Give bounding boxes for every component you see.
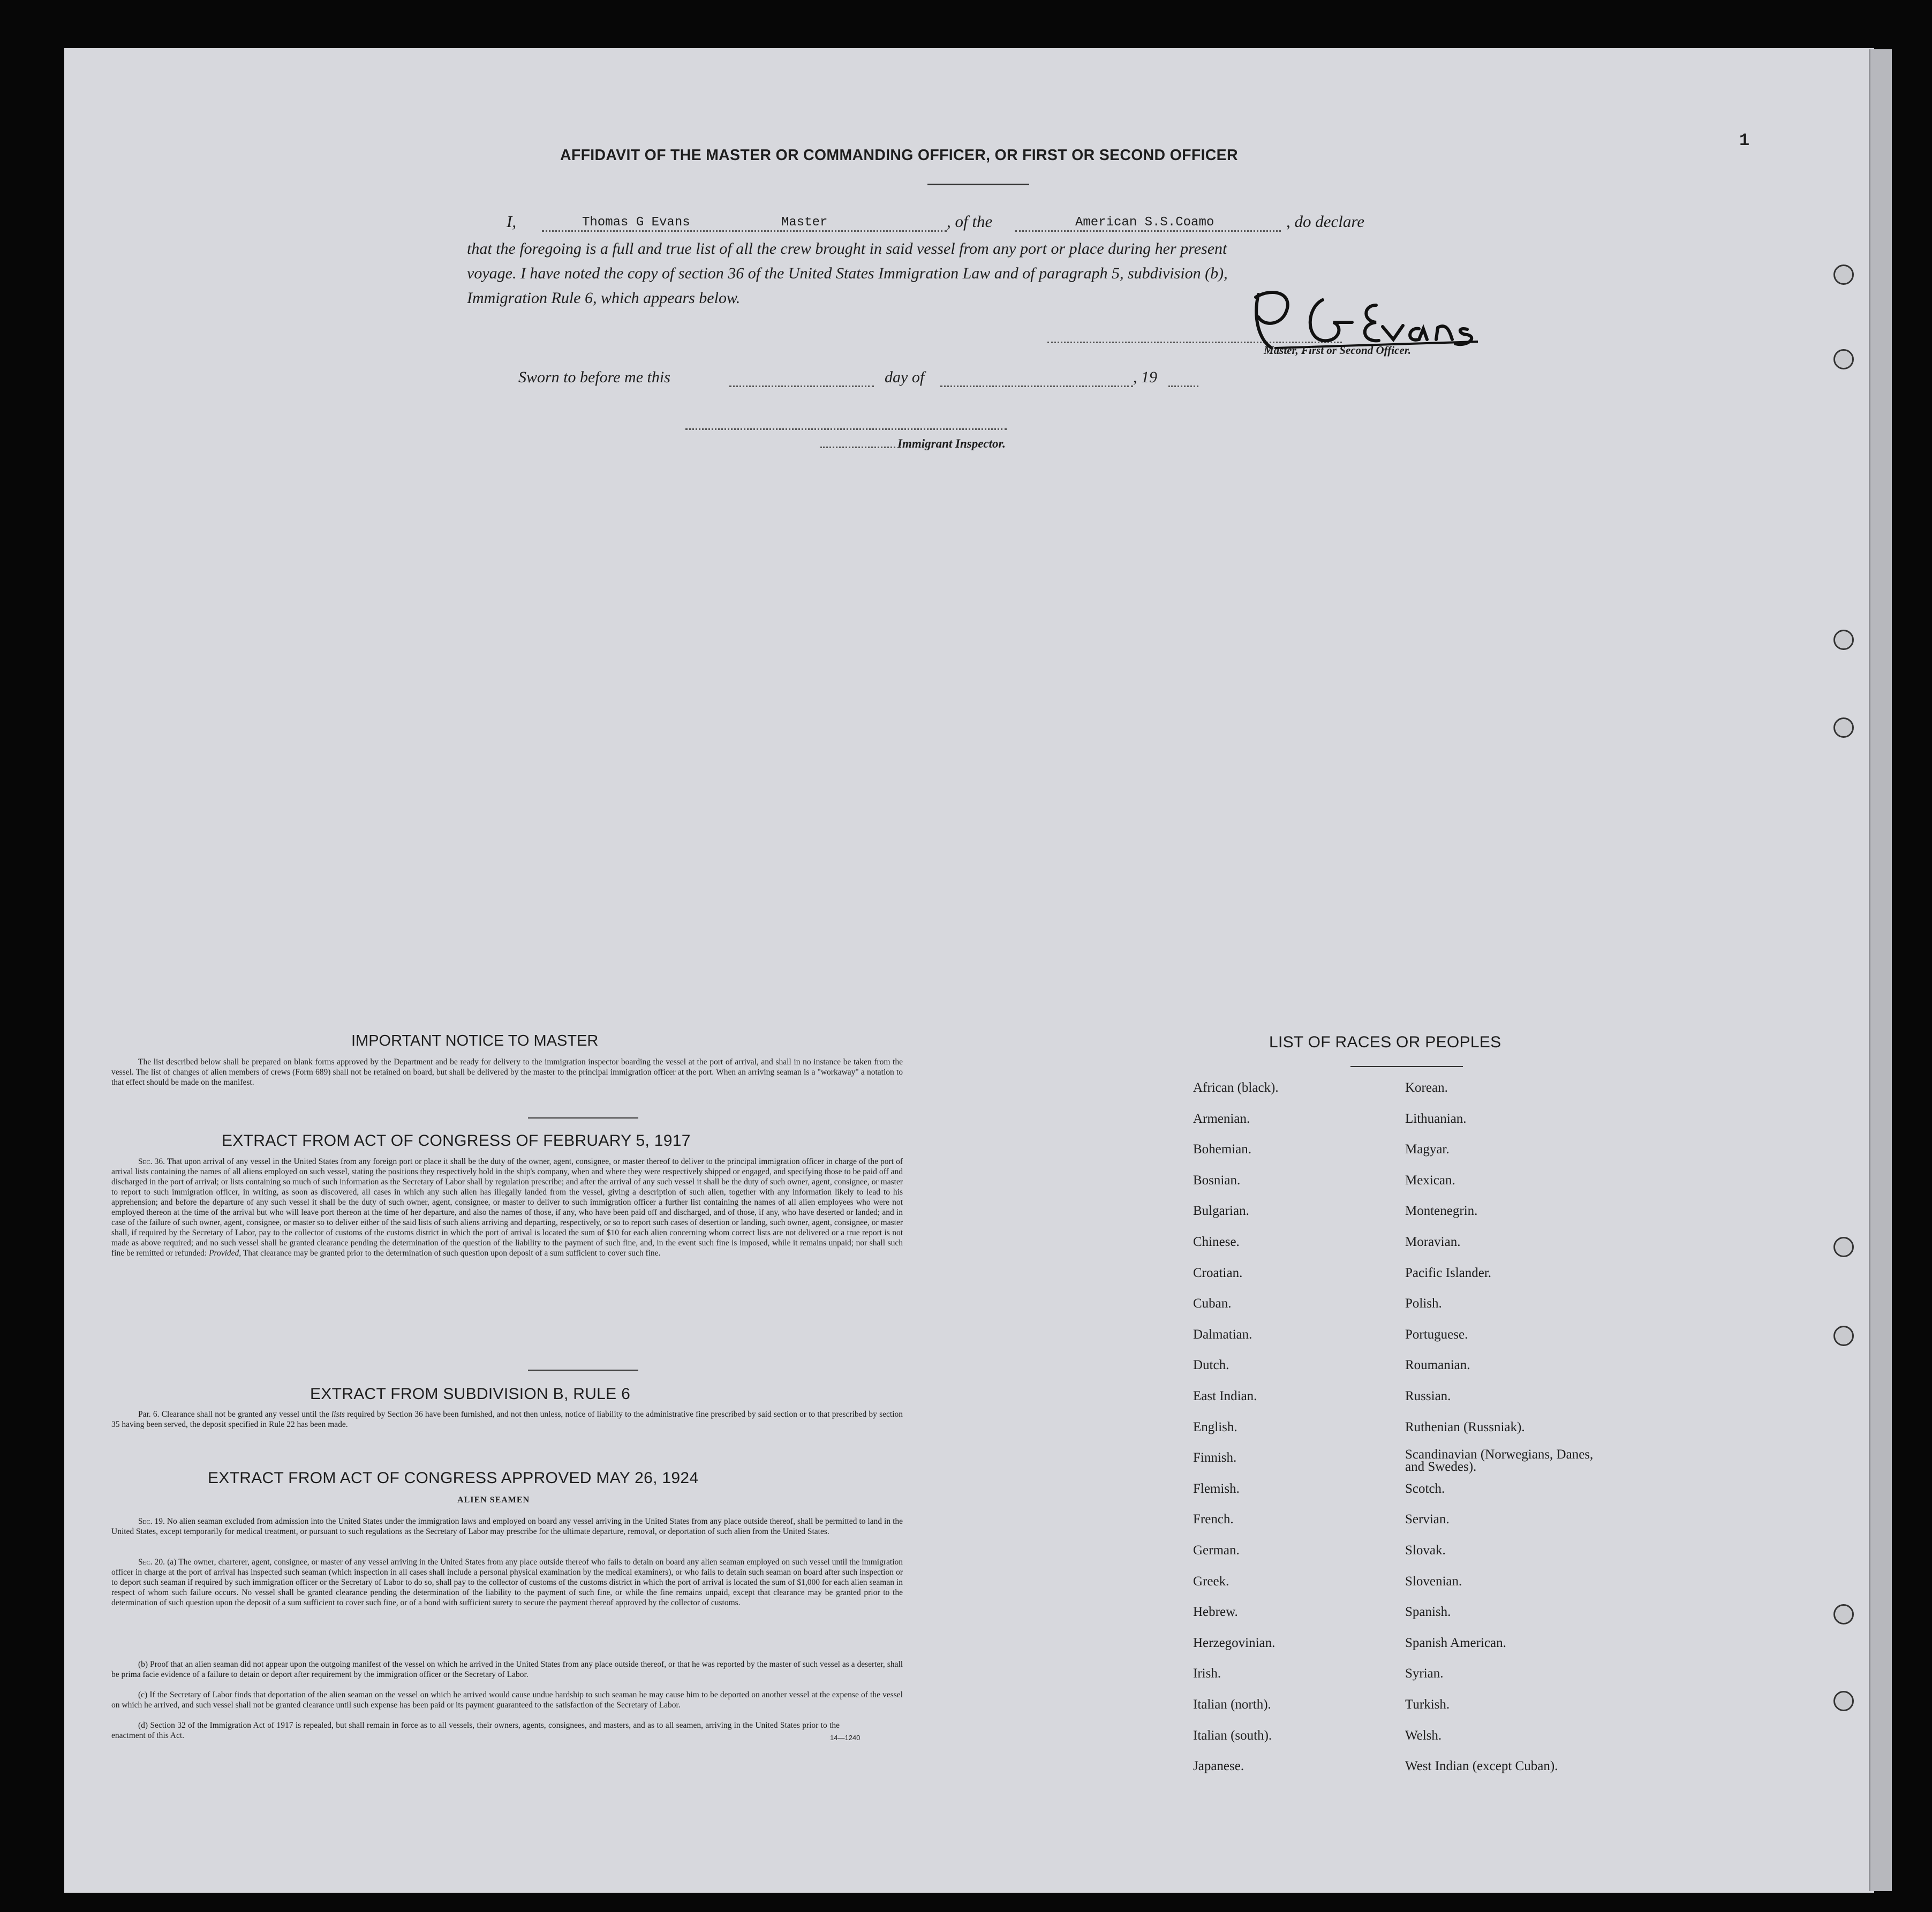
race-item: Herzegovinian. xyxy=(1193,1635,1276,1650)
race-item: French. xyxy=(1193,1512,1234,1527)
sec-19-text xyxy=(111,1516,903,1537)
provided-label: Provided, xyxy=(209,1249,242,1258)
sec-20d-text: (d) Section 32 of the Immigration Act of 1917 is repealed, but shall remain in force as to all vessels, their owners, agents, consignees, and masters, and as to all seamen, arriving in the United States prior to the enactment of this Act. xyxy=(111,1721,840,1740)
races-title: LIST OF RACES OR PEOPLES xyxy=(1269,1033,1501,1051)
notice-divider xyxy=(528,1117,638,1119)
race-item: Hebrew. xyxy=(1193,1605,1238,1620)
sec-20a-text xyxy=(111,1557,903,1608)
race-item: Turkish. xyxy=(1405,1697,1450,1712)
do-declare-label: , do declare xyxy=(1286,212,1365,231)
race-item: Cuban. xyxy=(1193,1296,1232,1311)
race-item: Ruthenian (Russniak). xyxy=(1405,1419,1525,1434)
race-item: Syrian. xyxy=(1405,1666,1444,1681)
extract-1917-divider xyxy=(528,1370,638,1371)
race-item: Scotch. xyxy=(1405,1481,1445,1496)
race-item: Pacific Islander. xyxy=(1405,1265,1492,1280)
race-item: Montenegrin. xyxy=(1405,1204,1478,1219)
race-item: Roumanian. xyxy=(1405,1358,1470,1373)
master-rank: Master xyxy=(781,215,828,230)
race-item: Japanese. xyxy=(1193,1759,1244,1774)
lists-word: lists xyxy=(331,1410,345,1419)
race-item: Slovak. xyxy=(1405,1543,1446,1558)
notice-title: IMPORTANT NOTICE TO MASTER xyxy=(351,1032,599,1049)
inspector-label: Immigrant Inspector. xyxy=(897,437,1006,450)
sec-20c-text: (c) If the Secretary of Labor finds that deportation of the alien seaman on the vessel on which he arrived would cause undue hardship to such seaman he may cause him to be deported on another vessel at the expense of the vessel on which he arrived, and such vessel shall not be granted clearance until such expense has been paid or its payment guaranteed to the satisfaction of the Secretary of Labor. xyxy=(111,1690,903,1710)
page-edge xyxy=(1869,49,1892,1891)
affidavit-title: AFFIDAVIT OF THE MASTER OR COMMANDING OFFICER, OR FIRST OR SECOND OFFICER xyxy=(560,147,1238,164)
par-6-body-end: required by Section 36 have been furnished, and not then unless, notice of liability to the administrative fine prescribed by said section or to that prescribed by section 35 having been served, the deposit specified in Rule 22 has been made. xyxy=(111,1410,903,1429)
extract-rule6-text xyxy=(111,1409,903,1430)
race-item: Portuguese. xyxy=(1405,1327,1468,1342)
i-label: I, xyxy=(507,212,517,231)
race-item: Chinese. xyxy=(1193,1235,1240,1249)
race-item: West Indian (except Cuban). xyxy=(1405,1759,1558,1774)
binding-hole xyxy=(1833,1237,1854,1257)
binding-hole xyxy=(1833,630,1854,650)
notice-text: The list described below shall be prepared on blank forms approved by the Department and be ready for delivery to the immigration inspector boarding the vessel at the port of arrival, and shall in no instance be taken from the vessel. The list of changes of alien members of crews (Form 689) shall not be retained on board, but shall be delivered by the master to the principal immigration officer at the port. When an arriving seaman is a "workaway" a notation to that effect should be made on the manifest. xyxy=(111,1057,903,1087)
sec-20-label: Sec. 20. xyxy=(138,1558,165,1567)
binding-hole xyxy=(1833,264,1854,285)
race-item: Servian. xyxy=(1405,1512,1450,1527)
race-item: Polish. xyxy=(1405,1296,1442,1311)
race-item: Flemish. xyxy=(1193,1481,1240,1496)
binding-hole xyxy=(1833,1691,1854,1711)
affidavit-body-line-1: that the foregoing is a full and true list of all the crew brought in said vessel from any port or place during her present xyxy=(467,240,1227,258)
binding-hole xyxy=(1833,349,1854,369)
race-item: Armenian. xyxy=(1193,1111,1250,1126)
sec-20a-body: (a) The owner, charterer, agent, consignee, or master of any vessel arriving in the United States from any place outside thereof who fails to detain on board any alien seaman employed on such vessel until the immigration officer in charge at the port of arrival has inspected such seaman (which inspection in all cases shall include a personal physical examination by the medical examiners), or who fails to detain such seaman on board after such inspection or to deport such seaman if required by such immigration officer or the Secretary of Labor to do so, shall pay to the collector of customs of the customs district in which the port of arrival is located the sum of $1,000 for each alien seaman in respect of whom such failure occurs. No vessel shall be granted clearance pending the determination of the liability to the payment of such fine, or while the fine remains unpaid, except that clearance may be granted prior to the determination of such question upon the deposit of a sum sufficient to cover such fine, or of a bond with sufficient surety to secure the payment thereof approved by the collector of customs. xyxy=(111,1558,903,1607)
race-item: Irish. xyxy=(1193,1666,1221,1681)
form-number: 14—1240 xyxy=(830,1734,861,1742)
vessel-blank xyxy=(1015,230,1281,232)
race-item: Spanish American. xyxy=(1405,1635,1506,1650)
par-6-label: Par. 6. xyxy=(138,1410,160,1419)
extract-1917-text xyxy=(111,1157,903,1258)
sworn-year-blank xyxy=(1168,386,1198,387)
name-blank xyxy=(542,230,947,232)
title-divider xyxy=(927,184,1029,185)
sec-19-body: No alien seaman excluded from admission into the United States under the immigration laws and employed on board any vessel arriving in the United States from any place outside thereof, shall be permitted to land in the United States, except temporarily for medical treatment, or pursuant to such regulations as the Secretary of Labor may prescribe for the ultimate departure, removal, or deportation of such alien from the United States. xyxy=(111,1517,903,1536)
race-item: Mexican. xyxy=(1405,1173,1455,1188)
race-item: African (black). xyxy=(1193,1080,1279,1095)
extract-1924-title: EXTRACT FROM ACT OF CONGRESS APPROVED MAY 26, 1924 xyxy=(208,1469,699,1487)
extract-rule6-title: EXTRACT FROM SUBDIVISION B, RULE 6 xyxy=(310,1385,631,1403)
year-label: , 19 xyxy=(1133,368,1157,386)
sec-36-body: That upon arrival of any vessel in the United States from any foreign port or place it shall be the duty of the owner, agent, consignee, or master thereof to deliver to the principal immigration officer in charge of the port of arrival lists containing the names of all aliens employed on such vessel, stating the positions they respectively hold in the ship's company, when and where they were respectively shipped or engaged, and specifying those to be paid off and discharged in the port of arrival; or lists containing so much of such information as the Secretary of Labor shall by regulation prescribe; and after the arrival of any such vessel it shall be the duty of such owner, agent, consignee, or master to report to such immigration officer, in writing, as soon as discovered, all cases in which any such alien has illegally landed from the vessel, giving a description of such alien, together with any information likely to lead to his apprehension; and before the departure of any such vessel it shall be the duty of such owner, agent, consignee, or master to deliver to such immigration officer a further list containing the names of all alien employees who were not employed thereon at the time of the arrival but who will leave port thereon at the time of her departure, and also the names of those, if any, who have been paid off and discharged, and of those, if any, who have deserted or landed; and in case of the failure of such owner, agent, consignee, or master so to deliver either of the said lists of such aliens arriving and departing, respectively, or so to report such cases of desertion or landing, such owner, agent, consignee, or master shall, if required by the Secretary of Labor, pay to the collector of customs of the customs district in which the port of arrival is located the sum of $10 for each alien concerning whom correct lists are not delivered or a true report is not made as above required; and no such vessel shall be granted clearance pending the determination of the question of the liability to the payment of such fine, and, in the event such fine is imposed, while it remains unpaid; nor shall such fine be remitted or refunded: xyxy=(111,1157,903,1258)
race-item: Bosnian. xyxy=(1193,1173,1241,1188)
binding-hole xyxy=(1833,1604,1854,1624)
race-item: Scandinavian (Norwegians, Danes, and Swedes). xyxy=(1405,1447,1594,1475)
affidavit-body-line-2: voyage. I have noted the copy of section 36 of the United States Immigration Law and of paragraph 5, subdivision (b), xyxy=(467,264,1228,282)
sec-20b-text: (b) Proof that an alien seaman did not appear upon the outgoing manifest of the vessel on which he arrived in the United States from any place outside thereof, or that he was reported by the master of such vessel as a deserter, shall be prima facie evidence of a failure to detain or deport after requirement by the immigration officer or the Secretary of Labor. xyxy=(111,1660,903,1679)
races-divider xyxy=(1350,1066,1463,1067)
manifest-page xyxy=(64,48,1874,1893)
race-item: English. xyxy=(1193,1419,1237,1434)
inspector-short-line xyxy=(820,447,895,448)
race-item: Slovenian. xyxy=(1405,1574,1462,1589)
race-item: Italian (south). xyxy=(1193,1728,1272,1743)
race-item: Finnish. xyxy=(1193,1450,1237,1465)
par-6-body: Clearance shall not be granted any vessel until the xyxy=(161,1410,329,1419)
race-item: Spanish. xyxy=(1405,1605,1451,1620)
race-item: Croatian. xyxy=(1193,1265,1243,1280)
race-item: Bulgarian. xyxy=(1193,1204,1249,1219)
day-of-label: day of xyxy=(885,368,925,386)
race-item: Dutch. xyxy=(1193,1358,1229,1373)
race-item: Dalmatian. xyxy=(1193,1327,1252,1342)
sworn-day-blank xyxy=(729,386,874,387)
signature-caption: Master, First or Second Officer. xyxy=(1264,344,1411,357)
extract-1917-title: EXTRACT FROM ACT OF CONGRESS OF FEBRUARY 5, 1917 xyxy=(222,1132,691,1150)
vessel-name: American S.S.Coamo xyxy=(1075,215,1214,230)
binding-hole xyxy=(1833,717,1854,738)
extract-1924-subtitle: ALIEN SEAMEN xyxy=(457,1495,530,1505)
race-item: East Indian. xyxy=(1193,1389,1257,1403)
race-item: Greek. xyxy=(1193,1574,1229,1589)
of-the-label: , of the xyxy=(947,212,993,231)
sworn-label: Sworn to before me this xyxy=(518,368,670,386)
race-item: Lithuanian. xyxy=(1405,1111,1467,1126)
race-item: Welsh. xyxy=(1405,1728,1442,1743)
race-item: Italian (north). xyxy=(1193,1697,1271,1712)
sworn-month-blank xyxy=(940,386,1133,387)
sec-19-label: Sec. 19. xyxy=(138,1517,165,1526)
margin-mark: 1 xyxy=(1739,131,1750,150)
race-item: Moravian. xyxy=(1405,1235,1461,1249)
inspector-signature-line xyxy=(685,428,1007,430)
sec-36-label: Sec. 36. xyxy=(138,1157,165,1166)
sec-36-body-end: That clearance may be granted prior to the determination of such question upon deposit of a sum sufficient to cover such fine. xyxy=(243,1249,661,1258)
race-item: Russian. xyxy=(1405,1389,1451,1403)
race-item: Korean. xyxy=(1405,1080,1448,1095)
race-item: Bohemian. xyxy=(1193,1142,1252,1157)
race-item: Magyar. xyxy=(1405,1142,1450,1157)
binding-hole xyxy=(1833,1326,1854,1346)
master-name: Thomas G Evans xyxy=(582,215,690,230)
affidavit-body-line-3: Immigration Rule 6, which appears below. xyxy=(467,289,741,307)
race-item: German. xyxy=(1193,1543,1240,1558)
